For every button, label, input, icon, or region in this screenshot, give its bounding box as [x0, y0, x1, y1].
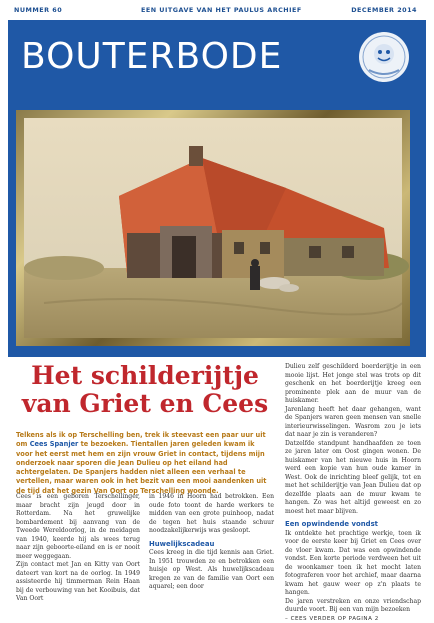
article-headline-line-1: Het schilderijtje — [0, 363, 290, 388]
article-headline-line-2: van Griet en Cees — [0, 391, 290, 416]
intro-name-highlight: Cees Spanjer — [30, 440, 79, 448]
issue-number: NUMMER 60 — [14, 6, 62, 14]
issue-date: DECEMBER 2014 — [351, 6, 417, 14]
column-2-paragraph-2: Cees kreeg in die tijd kennis aan Griet. In 1951 trouwden ze en betrokken een huisje op West. Als huwelijkscadeau kregen ze van de familie van Oort een aquarel; een door — [149, 549, 274, 592]
publisher-tagline: EEN UITGAVE VAN HET PAULUS ARCHIEF — [141, 6, 302, 14]
round-seal-icon — [357, 30, 411, 84]
article-column-2 — [149, 493, 274, 592]
intro-text-start: Telkens als ik op Terschelling ben, trek ik steevast een paar uur uit om — [16, 431, 266, 448]
intro-text-end: te bezoeken. Tientallen jaren geleden kwam ik voor het eerst met hem en zijn vrouw Griet in contact, tijdens mijn onderzoek naar sporen die Jean Dulieu op het eiland had achtergelaten. De Spanjers hadden niet alleen een verhaal te vertellen, maar waren ook in het bezit van een mooi aandenken uit de tijd dat het gezin Van Oort op Terschelling woonde. — [16, 440, 266, 494]
column-1-paragraph-2: Zijn contact met Jan en Kitty van Oort dateert van kort na de oorlog. In 1949 assisteerde hij timmerman Rein Haan bij de verbouwing van het Kooibuis, dat Van Oort — [16, 561, 140, 604]
column-3-paragraph-2: Jarenlang heeft het daar gehangen, want de Spanjers waren geen mensen van snelle interieurwisselingen. Wasrom zou je iets dat naar je zin is veranderen? — [285, 406, 421, 440]
continued-link[interactable]: – CEES VERDER OP PAGINA 2 — [285, 615, 421, 623]
farmhouse-painting — [24, 118, 402, 338]
article-column-1 — [16, 493, 140, 604]
column-3-paragraph-5: De jaren verstreken en onze vriendschap duurde voort. Bij een van mijn bezoeken — [285, 598, 421, 615]
article-column-3 — [285, 363, 421, 623]
column-1-paragraph-1: Cees is een geboren Terschellinger, maar bracht zijn jeugd door in Rotterdam. Na het gruwelijke bombardement bij aanvang van de Tweede Wereldoorlog, in de meidagen van 1940, keerde hij als wees terug naar zijn geboorte-eiland en is er nooit meer weggegaan. — [16, 493, 140, 561]
column-2-paragraph-1: in 1946 in Hoorn had betrokken. Een oude foto toont de harde werkers te midden van een grote puinhoop, nadat de tegen het huis staande schuur noodzakelijkerwijs was gesloopt. — [149, 493, 274, 536]
article-intro — [16, 431, 273, 496]
subhead-opwindende-vondst: Een opwindende vondst — [285, 520, 421, 529]
masthead — [8, 20, 426, 100]
top-bar — [0, 0, 434, 20]
column-3-paragraph-4: Ik ontdekte het prachtige werkje, toen ik voor de eerste keer bij Griet en Cees over de vloer kwam. Dat was een opwindende vondst. Een korte periode verdween het uit de woonkamer toen ik het mocht laten fotograferen voor het archief, maar daarna kwam het gauw weer op z'n plaats te hangen. — [285, 530, 421, 598]
newsletter-title: BOUTERBODE — [21, 36, 282, 77]
column-3-paragraph-1: Dulieu zelf geschilderd boerderijtje in een mooie lijst. Het jonge stel was trots op dit geschenk en het boerderijtje kreeg een prominente plek aan de muur van de huiskamer. — [285, 363, 421, 406]
subhead-huwelijkscadeau: Huwelijkscadeau — [149, 540, 274, 549]
column-3-paragraph-3: Datzelfde standpunt handhaafden ze toen ze jaren later om Oost gingen wonen. De huiskamer van het nieuwe huis in Hoorn werd een kopie van hun oude kamer in West. Ook de inrichting bleef gelijk, tot en met het schilderijtje van Jean Dulieu dat op dezelfde plaats aan de muur kwam te hangen. Zo was het altijd geweest en zo moest het maar blijven. — [285, 440, 421, 517]
